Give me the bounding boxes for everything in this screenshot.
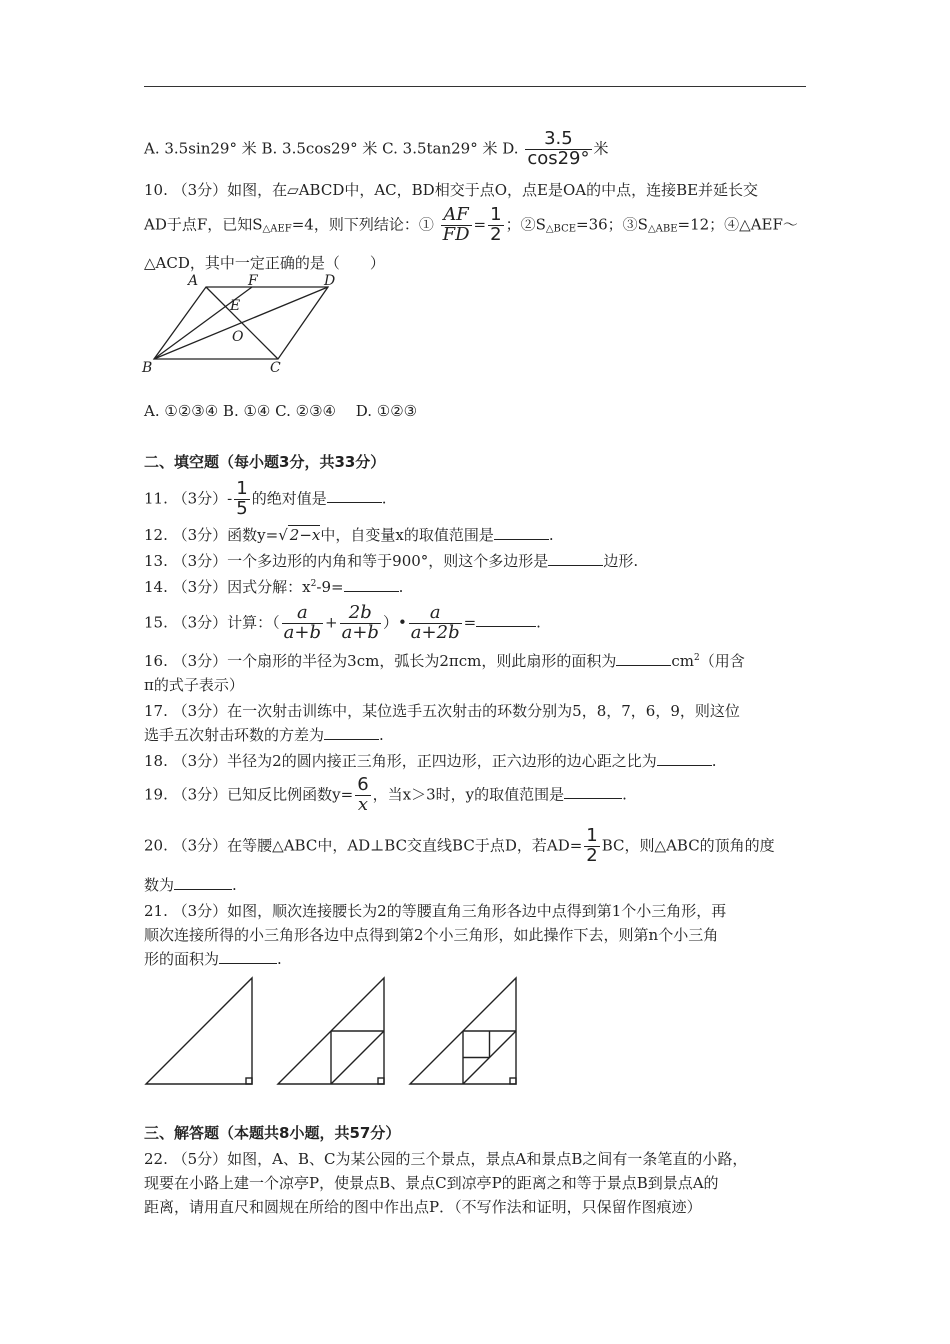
q15: 15. （3分）计算：（ $\frac{a}{a+b}$ + $\frac{2b}{a+b}$ ）• $\frac{a}{a+2b}$ = .	[144, 602, 541, 643]
q21-line3: 形的面积为 .	[144, 950, 282, 968]
q18-answer-blank[interactable]	[657, 765, 712, 766]
q15-fraction-2: $\frac{2b}{a+b}$	[341, 602, 379, 643]
q9-fraction-d: $\frac{3.5}{\cos 29^\circ}$	[527, 128, 590, 169]
q19-fraction: $\frac{6}{x}$	[357, 774, 369, 815]
q10-options: A. ①②③④ B. ①④ C. ②③④ D. ①②③	[144, 402, 418, 420]
q10-line3: △ACD，其中一定正确的是（ ）	[144, 254, 385, 272]
q13-answer-blank[interactable]	[548, 565, 603, 566]
label-a: A	[188, 273, 199, 289]
q20-line2: 数为 .	[144, 876, 237, 894]
q21-line1: 21. （3分）如图，顺次连接腰长为2的等腰直角三角形各边中点得到第1个小三角形，再	[144, 902, 727, 920]
label-d: D	[324, 273, 336, 289]
sqrt-icon: √	[278, 526, 288, 544]
header-rule	[144, 86, 806, 87]
q12: 12. （3分）函数y=√ 2−x中，自变量x的取值范围是 .	[144, 526, 554, 544]
q10-line1: 10. （3分）如图，在▱ABCD中，AC，BD相交于点O，点E是OA的中点，连接BE并延长交	[144, 181, 759, 199]
q16-line1: 16. （3分）一个扇形的半径为3cm，弧长为2πcm，则此扇形的面积为 $cm^2$（用含	[144, 652, 745, 670]
q10-line2: AD于点F，已知$S_{\triangle AEF}=4$，则下列结论：① $\frac{AF}{FD}$ = $\frac{1}{2}$ ；$②S_{\triangle BCE}=36$；$③S_{\triangle ABE}=12$；④△AEF～	[144, 204, 798, 245]
q18: 18. （3分）半径为2的圆内接正三角形，正四边形，正六边形的边心距之比为 .	[144, 752, 717, 770]
q22-line1: 22. （5分）如图，A、B、C为某公园的三个景点，景点A和景点B之间有一条笔直的小路，	[144, 1150, 748, 1168]
q14-answer-blank[interactable]	[344, 591, 399, 592]
q12-answer-blank[interactable]	[494, 539, 549, 540]
q13: 13. （3分）一个多边形的内角和等于900°，则这个多边形是 边形.	[144, 552, 639, 570]
q9-options: A. 3.5sin29° 米 B. 3.5cos29° 米 C. 3.5tan29° 米 D. $\frac{3.5}{\cos 29^\circ}$ 米	[144, 128, 609, 169]
q20-line1: 20. （3分）在等腰△ABC中，AD⊥BC交直线BC于点D，若AD= $\frac{1}{2}$ BC，则△ABC的顶角的度	[144, 825, 775, 866]
q15-fraction-3: $\frac{a}{a+2b}$	[410, 602, 460, 643]
q17-line1: 17. （3分）在一次射击训练中，某位选手五次射击的环数分别为5，8，7，6，9，则这位	[144, 702, 740, 720]
q11-answer-blank[interactable]	[327, 502, 382, 503]
q21-triangles-figure	[140, 970, 530, 1092]
q10-fraction-half: $\frac{1}{2}$	[490, 204, 502, 245]
q11-fraction: $\frac{1}{5}$	[236, 478, 248, 519]
q19-answer-blank[interactable]	[564, 798, 622, 799]
q11: 11. （3分）- $\frac{1}{5}$ 的绝对值是 .	[144, 478, 387, 519]
q17-line2: 选手五次射击环数的方差为 .	[144, 726, 384, 744]
q10-fraction-af-fd: $\frac{AF}{FD}$	[442, 204, 470, 245]
q21-line2: 顺次连接所得的小三角形各边中点得到第2个小三角形，如此操作下去，则第n个小三角	[144, 926, 719, 944]
q15-fraction-1: $\frac{a}{a+b}$	[283, 602, 322, 643]
q19: 19. （3分）已知反比例函数y= $\frac{6}{x}$ ，当x＞3时，y的取值范围是 .	[144, 774, 627, 815]
label-f: F	[248, 273, 258, 289]
label-e: E	[230, 298, 241, 314]
label-o: O	[232, 329, 244, 345]
section3-heading: 三、解答题（本题共8小题，共57分）	[144, 1124, 401, 1142]
q16-line2: π的式子表示）	[144, 676, 244, 694]
label-c: C	[270, 360, 281, 376]
q17-answer-blank[interactable]	[324, 739, 379, 740]
label-b: B	[142, 360, 153, 376]
q14: 14. （3分）因式分解：$x^2-9=$ .	[144, 578, 404, 596]
q20-answer-blank[interactable]	[174, 889, 232, 890]
section2-heading: 二、填空题（每小题3分，共33分）	[144, 453, 386, 471]
q16-answer-blank[interactable]	[616, 665, 671, 666]
q22-line2: 现要在小路上建一个凉亭P，使景点B、景点C到凉亭P的距离之和等于景点B到景点A的	[144, 1174, 719, 1192]
q15-answer-blank[interactable]	[476, 626, 536, 627]
q21-answer-blank[interactable]	[219, 963, 277, 964]
q10-parallelogram-figure	[140, 270, 350, 380]
q20-fraction: $\frac{1}{2}$	[586, 825, 598, 866]
q22-line3: 距离，请用直尺和圆规在所给的图中作出点P．（不写作法和证明，只保留作图痕迹）	[144, 1198, 702, 1216]
